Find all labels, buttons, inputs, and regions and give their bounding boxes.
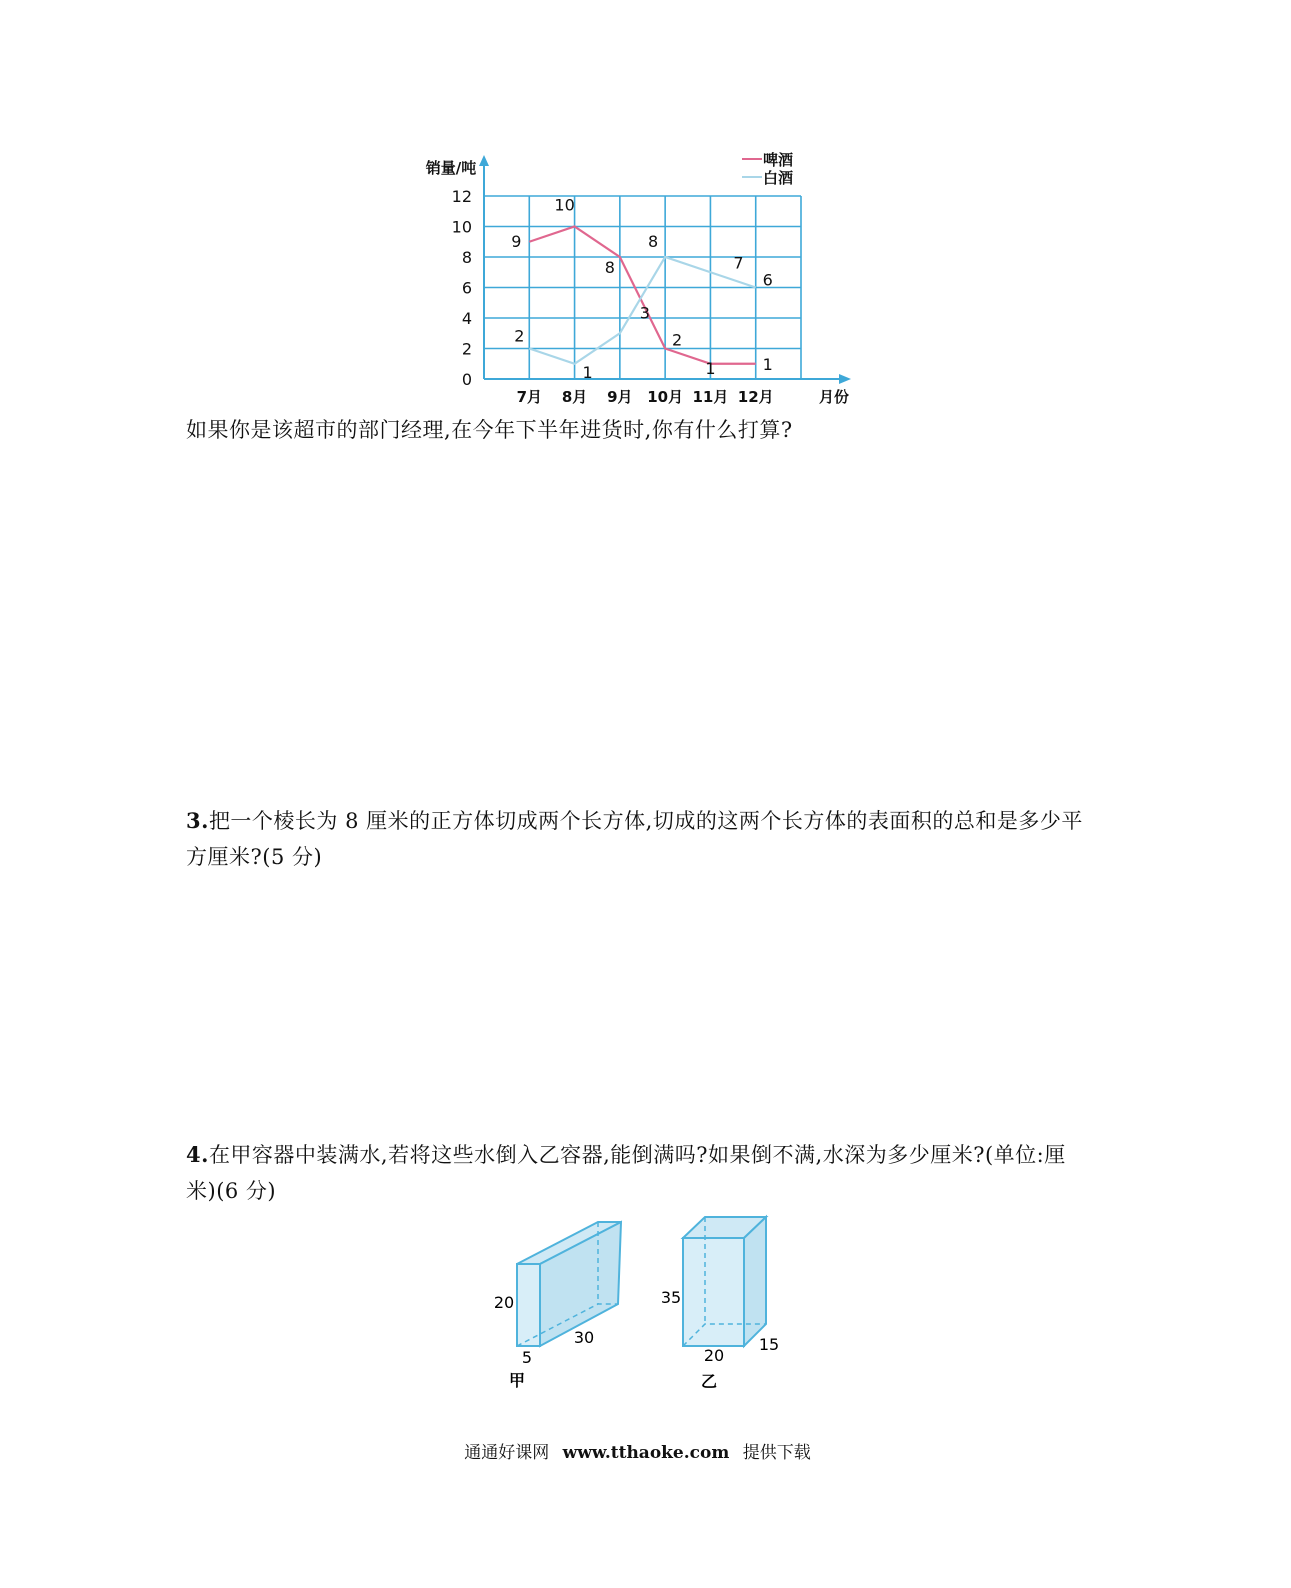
data-label: 8 <box>604 258 615 277</box>
data-label: 1 <box>762 354 773 374</box>
footer-site-name: 通通好课网 <box>464 1443 550 1463</box>
x-tick-label: 10月 <box>647 388 684 406</box>
question-4-line2: 米)(6 分) <box>186 1179 277 1203</box>
data-label: 1 <box>582 362 593 382</box>
box-yi <box>661 1217 779 1391</box>
y-tick-label: 2 <box>461 339 472 359</box>
container-figures <box>0 1200 1291 1400</box>
chart-legend <box>742 151 793 187</box>
footer-download: 提供下载 <box>742 1443 811 1463</box>
question-3-line2: 方厘米?(5 分) <box>186 845 323 869</box>
y-axis-title: 销量/吨 <box>425 159 477 177</box>
question-3 <box>186 803 1106 875</box>
x-tick-label: 11月 <box>692 388 729 406</box>
sales-line-chart <box>0 0 1291 420</box>
y-axis-arrow <box>479 155 489 166</box>
box-jia-length: 30 <box>573 1328 595 1347</box>
x-axis-arrow <box>839 374 851 384</box>
box-jia-height: 20 <box>493 1293 515 1312</box>
box-jia-name: 甲 <box>508 1371 526 1390</box>
box-jia-width: 5 <box>521 1348 533 1367</box>
y-tick-label: 12 <box>451 187 472 206</box>
data-label: 9 <box>511 231 522 251</box>
x-axis-title: 月份 <box>818 388 850 406</box>
question-4-line1: 在甲容器中装满水,若将这些水倒入乙容器,能倒满吗?如果倒不满,水深为多少厘米?(单位:厘 <box>208 1143 1066 1167</box>
box-yi-depth: 15 <box>758 1335 780 1354</box>
y-tick-label: 10 <box>451 217 472 237</box>
box-yi-name: 乙 <box>700 1372 718 1391</box>
chart-series <box>529 227 755 364</box>
question2-followup: 如果你是该超市的部门经理,在今年下半年进货时,你有什么打算? <box>186 418 793 442</box>
y-tick-label: 6 <box>461 278 472 298</box>
x-tick-label: 8月 <box>561 388 588 406</box>
question-4 <box>186 1137 1106 1209</box>
data-label: 6 <box>762 270 773 290</box>
page-footer <box>0 1438 1275 1463</box>
data-label: 2 <box>672 330 683 350</box>
footer-url: www.tthaoke.com <box>562 1443 730 1463</box>
data-label: 3 <box>639 303 650 323</box>
data-label: 1 <box>705 358 716 378</box>
y-tick-label: 0 <box>461 370 472 389</box>
x-tick-label: 7月 <box>516 388 543 406</box>
x-tick-label: 9月 <box>607 388 633 406</box>
x-tick-label: 12月 <box>737 388 774 406</box>
question-3-number: 3. <box>186 808 209 833</box>
box-yi-height: 35 <box>660 1288 682 1307</box>
question-4-number: 4. <box>186 1142 209 1167</box>
y-tick-label: 4 <box>461 309 472 328</box>
data-label: 7 <box>733 253 744 273</box>
data-label: 2 <box>514 326 525 346</box>
legend-label: 啤酒 <box>763 151 794 169</box>
y-tick-label: 8 <box>461 248 472 267</box>
box-yi-width: 20 <box>703 1346 725 1365</box>
legend-label: 白酒 <box>763 169 794 187</box>
data-label: 8 <box>648 232 659 251</box>
box-jia <box>494 1222 621 1390</box>
data-label: 10 <box>554 195 575 215</box>
question-3-line1: 把一个棱长为 8 厘米的正方体切成两个长方体,切成的这两个长方体的表面积的总和是多少平 <box>208 809 1083 833</box>
